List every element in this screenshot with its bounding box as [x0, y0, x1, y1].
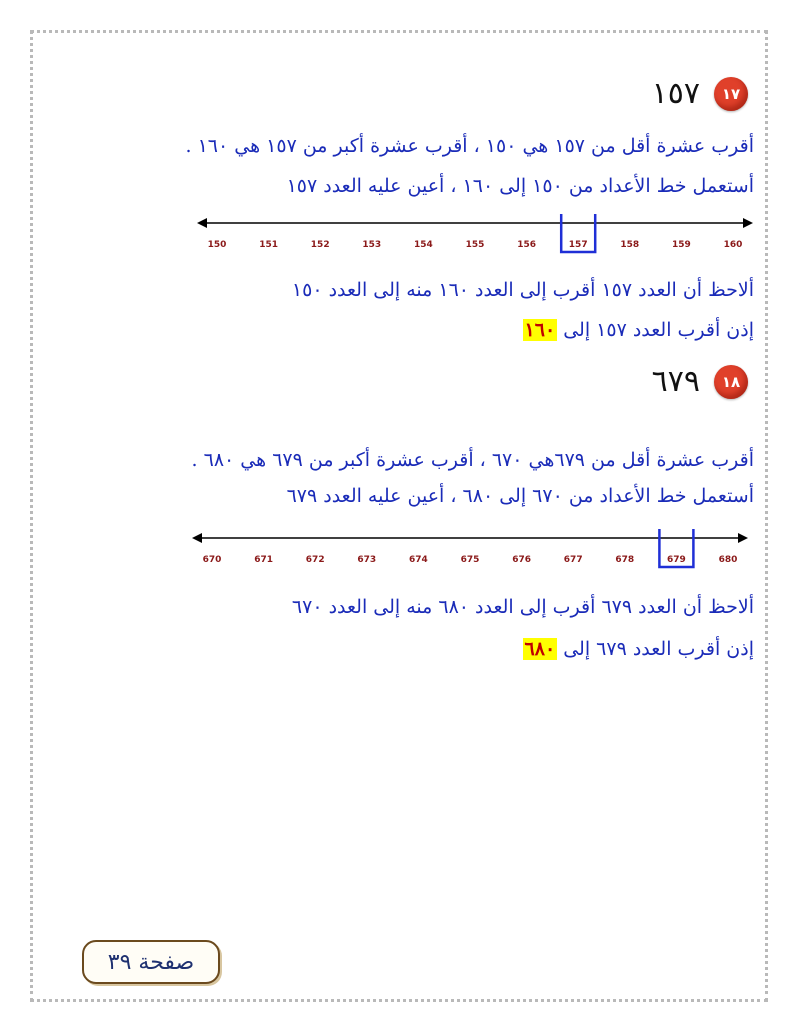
number-line-670-680-arrow-right: [738, 533, 748, 543]
page-number-box: [82, 940, 220, 984]
page-number-label: صفحة ٣٩: [107, 949, 195, 975]
number-line-670-680-tick-label: 679: [667, 555, 686, 565]
number-line-150-160-tick-label: 150: [207, 240, 227, 250]
number-line-670-680-tick-label: 676: [512, 555, 531, 565]
number-line-670-680-tick-label: 672: [305, 555, 325, 565]
problem-17-answer: ١٦٠: [524, 319, 556, 341]
problem-17-number: ١٥٧: [651, 76, 700, 111]
problem-18-badge: ١٨: [714, 365, 748, 399]
number-line-150-160-arrow-left: [197, 218, 207, 228]
number-line-150-160-tick-label: 154: [414, 240, 433, 250]
number-line-670-680-tick-label: 678: [615, 555, 635, 565]
number-line-150-160-tick-label: 155: [465, 240, 485, 250]
number-line-670-680-tick-label: 677: [563, 555, 583, 565]
number-line-670-680-tick-label: 670: [202, 555, 222, 565]
number-line-670-680-tick-label: 680: [718, 555, 738, 565]
problem-17-line4: [523, 319, 754, 341]
problem-17-line3: ألاحظ أن العدد ١٥٧ أقرب إلى العدد ١٦٠ منه إلى العدد ١٥٠: [291, 279, 754, 301]
number-line-150-160-svg: [195, 214, 755, 260]
number-line-670-680-tick-label: 675: [460, 555, 480, 565]
number-line-150-160-tick-label: 158: [620, 240, 640, 250]
problem-18-line2: أستعمل خط الأعداد من ٦٧٠ إلى ٦٨٠ ، أعين عليه العدد ٦٧٩: [286, 485, 754, 507]
problem-18-header: [652, 364, 748, 399]
problem-18-conclusion: إذن أقرب العدد ٦٧٩ إلى: [563, 638, 754, 660]
problem-17-conclusion: إذن أقرب العدد ١٥٧ إلى: [563, 319, 754, 341]
number-line-670-680: [190, 529, 750, 575]
number-line-670-680-arrow-left: [192, 533, 202, 543]
number-line-150-160-tick-label: 159: [672, 240, 691, 250]
number-line-150-160-tick-label: 152: [310, 240, 330, 250]
problem-17-badge: ١٧: [714, 77, 748, 111]
number-line-150-160-tick-label: 153: [362, 240, 382, 250]
problem-17-line2: أستعمل خط الأعداد من ١٥٠ إلى ١٦٠ ، أعين عليه العدد ١٥٧: [286, 175, 754, 197]
problem-17-header: [652, 76, 748, 111]
number-line-670-680-svg: [190, 529, 750, 575]
problem-18-line4: [523, 638, 754, 660]
problem-18-number: ٦٧٩: [651, 364, 700, 399]
problem-18-line3: ألاحظ أن العدد ٦٧٩ أقرب إلى العدد ٦٨٠ منه إلى العدد ٦٧٠: [291, 596, 754, 618]
number-line-150-160: [195, 214, 755, 260]
number-line-150-160-tick-label: 156: [517, 240, 536, 250]
number-line-150-160-arrow-right: [743, 218, 753, 228]
problem-18-line1: أقرب عشرة أقل من ٦٧٩هي ٦٧٠ ، أقرب عشرة أكبر من ٦٧٩ هي ٦٨٠ .: [191, 449, 754, 471]
number-line-670-680-tick-label: 673: [357, 555, 377, 565]
number-line-670-680-tick-label: 674: [409, 555, 428, 565]
problem-17-line1: أقرب عشرة أقل من ١٥٧ هي ١٥٠ ، أقرب عشرة أكبر من ١٥٧ هي ١٦٠ .: [185, 135, 754, 157]
number-line-150-160-tick-label: 160: [723, 240, 743, 250]
number-line-150-160-tick-label: 157: [568, 240, 588, 250]
problem-18-answer: ٦٨٠: [524, 638, 556, 660]
number-line-150-160-tick-label: 151: [259, 240, 278, 250]
number-line-670-680-tick-label: 671: [254, 555, 273, 565]
